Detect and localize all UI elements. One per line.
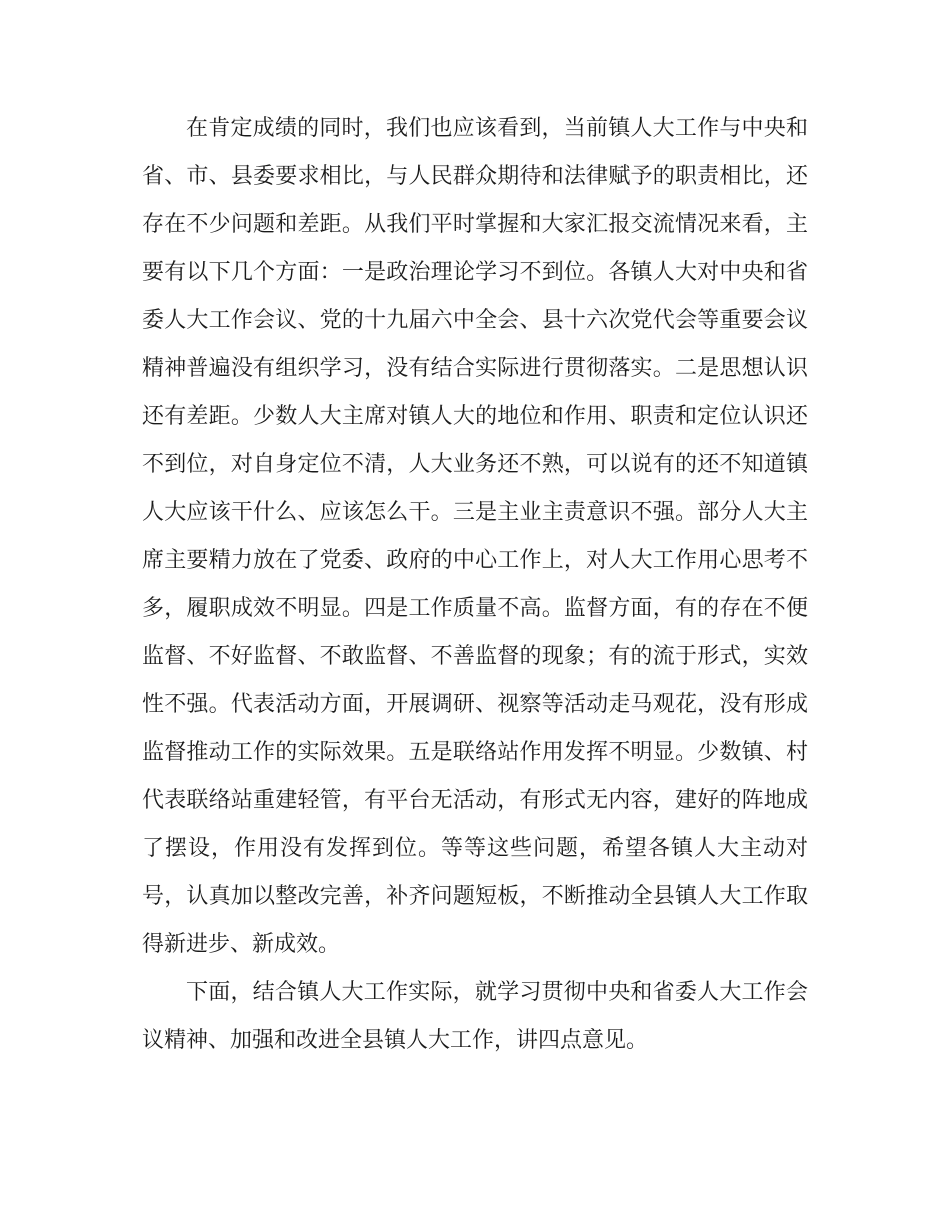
paragraph-intro-opinions: 下面，结合镇人大工作实际，就学习贯彻中央和省委人大工作会议精神、加强和改进全县镇人大工作，讲四点意见。 (142, 980, 808, 1053)
document-body (142, 105, 808, 1065)
paragraph-problems: 在肯定成绩的同时，我们也应该看到，当前镇人大工作与中央和省、市、县委要求相比，与人民群众期待和法律赋予的职责相比，还存在不少问题和差距。从我们平时掌握和大家汇报交流情况来看，主要有以下几个方面：一是政治理论学习不到位。各镇人大对中央和省委人大工作会议、党的十九届六中全会、县十六次党代会等重要会议精神普遍没有组织学习，没有结合实际进行贯彻落实。二是思想认识还有差距。少数人大主席对镇人大的地位和作用、职责和定位认识还不到位，对自身定位不清，人大业务还不熟，可以说有的还不知道镇人大应该干什么、应该怎么干。三是主业主责意识不强。部分人大主席主要精力放在了党委、政府的中心工作上，对人大工作用心思考不多，履职成效不明显。四是工作质量不高。监督方面，有的存在不便监督、不好监督、不敢监督、不善监督的现象；有的流于形式，实效性不强。代表活动方面，开展调研、视察等活动走马观花，没有形成监督推动工作的实际效果。五是联络站作用发挥不明显。少数镇、村代表联络站重建轻管，有平台无活动，有形式无内容，建好的阵地成了摆设，作用没有发挥到位。等等这些问题，希望各镇人大主动对号，认真加以整改完善，补齐问题短板，不断推动全县镇人大工作取得新进步、新成效。 (142, 116, 808, 957)
